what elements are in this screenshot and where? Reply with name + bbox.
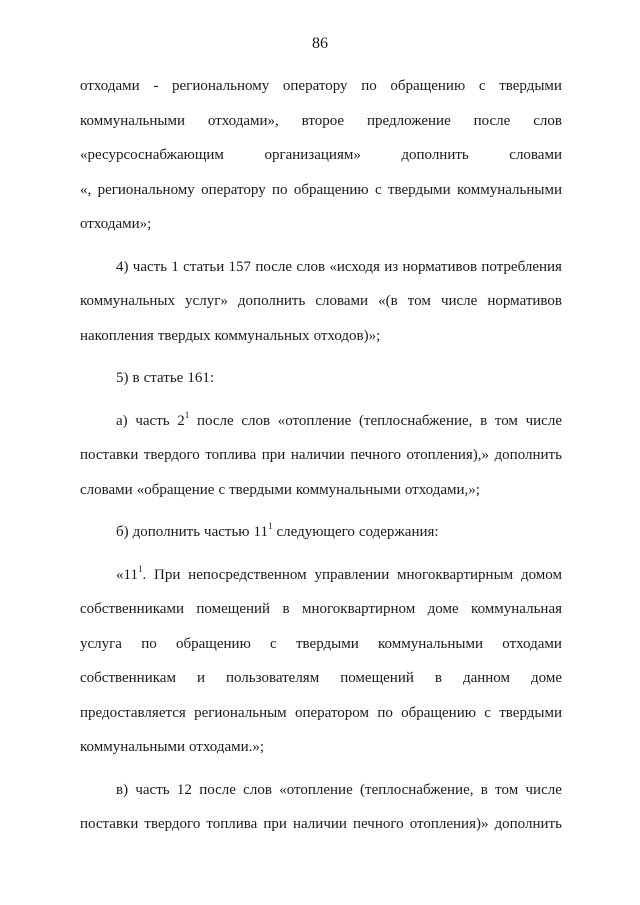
superscript: 1	[267, 521, 273, 531]
document-body	[80, 69, 562, 842]
text-line: коммунальных услуг» дополнить словами «(в том числе нормативов	[80, 293, 562, 309]
paragraph-subitem-a: а) часть $2^1$ после слов «отопление (теплоснабжение, в том числе	[116, 409, 562, 429]
text-line: отходами - региональному оператору по обращению с твердыми	[80, 78, 562, 94]
text-line: предоставляется региональным оператором по обращению с твердыми	[80, 704, 562, 721]
superscript: 1	[184, 409, 190, 420]
paragraph-subitem-b: б) дополнить частью $11^1$ следующего содержания:	[116, 521, 439, 540]
text-line: поставки твердого топлива при наличии печного отопления)» дополнить	[80, 816, 562, 832]
text-line: «, региональному оператору по обращению с твердыми коммунальными	[80, 181, 562, 198]
superscript: 1	[137, 563, 143, 574]
text-line: словами «обращение с твердыми коммунальными отходами,»;	[80, 481, 480, 498]
paragraph-item-4: 4) часть 1 статьи 157 после слов «исходя из нормативов потребления	[116, 258, 562, 275]
text-line: собственникам и пользователям помещений в данном доме	[80, 670, 562, 686]
text-line: коммунальными отходами», второе предложение после слов	[80, 112, 562, 129]
text-line: накопления твердых коммунальных отходов)»;	[80, 327, 381, 344]
text-line: услуга по обращению с твердыми коммунальными отходами	[80, 635, 562, 652]
text-line: отходами»;	[80, 216, 152, 232]
page-number: 86	[312, 35, 328, 52]
text-line: коммунальными отходами.»;	[80, 739, 265, 755]
paragraph-subitem-c: в) часть 12 после слов «отопление (теплоснабжение, в том числе	[116, 781, 562, 798]
paragraph-item-5: 5) в статье 161:	[116, 370, 214, 386]
quoted-part-11-1: «$11^1$. При непосредственном управлении многоквартирным домом	[116, 563, 562, 583]
text-line: собственниками помещений в многоквартирном доме коммунальная	[80, 601, 562, 617]
text-line: поставки твердого топлива при наличии печного отопления),» дополнить	[80, 447, 562, 463]
text-line: «ресурсоснабжающим организациям» дополнить словами	[80, 147, 562, 163]
